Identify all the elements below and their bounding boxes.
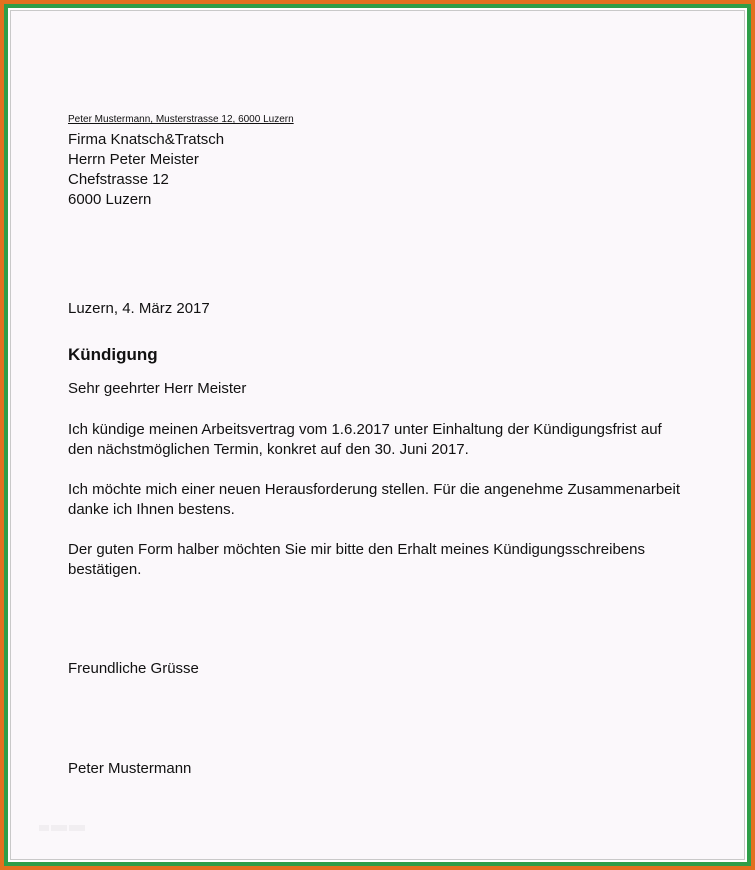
letter-subject: Kündigung — [68, 345, 158, 364]
recipient-street: Chefstrasse 12 — [68, 171, 169, 188]
recipient-company: Firma Knatsch&Tratsch — [68, 131, 225, 148]
recipient-city: 6000 Luzern — [68, 191, 152, 208]
body-paragraph: Der guten Form halber möchten Sie mir bitte den Erhalt meines Kündigungsschreibens bestätigen. — [68, 541, 645, 578]
faint-watermark-icon — [39, 821, 87, 835]
sender-return-address: Peter Mustermann, Musterstrasse 12, 6000 Luzern — [68, 114, 294, 125]
body-paragraph: Ich möchte mich einer neuen Herausforderung stellen. Für die angenehme Zusammenarbeit danke ich Ihnen bestens. — [68, 481, 680, 518]
recipient-address-block — [68, 130, 224, 210]
letter-date: Luzern, 4. März 2017 — [68, 300, 210, 317]
body-paragraph: Ich kündige meinen Arbeitsvertrag vom 1.6.2017 unter Einhaltung der Kündigungsfrist auf den nächstmöglichen Termin, konkret auf den 30. Juni 2017. — [68, 421, 662, 458]
recipient-name: Herrn Peter Meister — [68, 151, 199, 168]
letter-signature: Peter Mustermann — [68, 760, 192, 777]
letter-closing: Freundliche Grüsse — [68, 660, 199, 677]
letter-salutation: Sehr geehrter Herr Meister — [68, 380, 247, 397]
letter-page — [10, 10, 745, 860]
